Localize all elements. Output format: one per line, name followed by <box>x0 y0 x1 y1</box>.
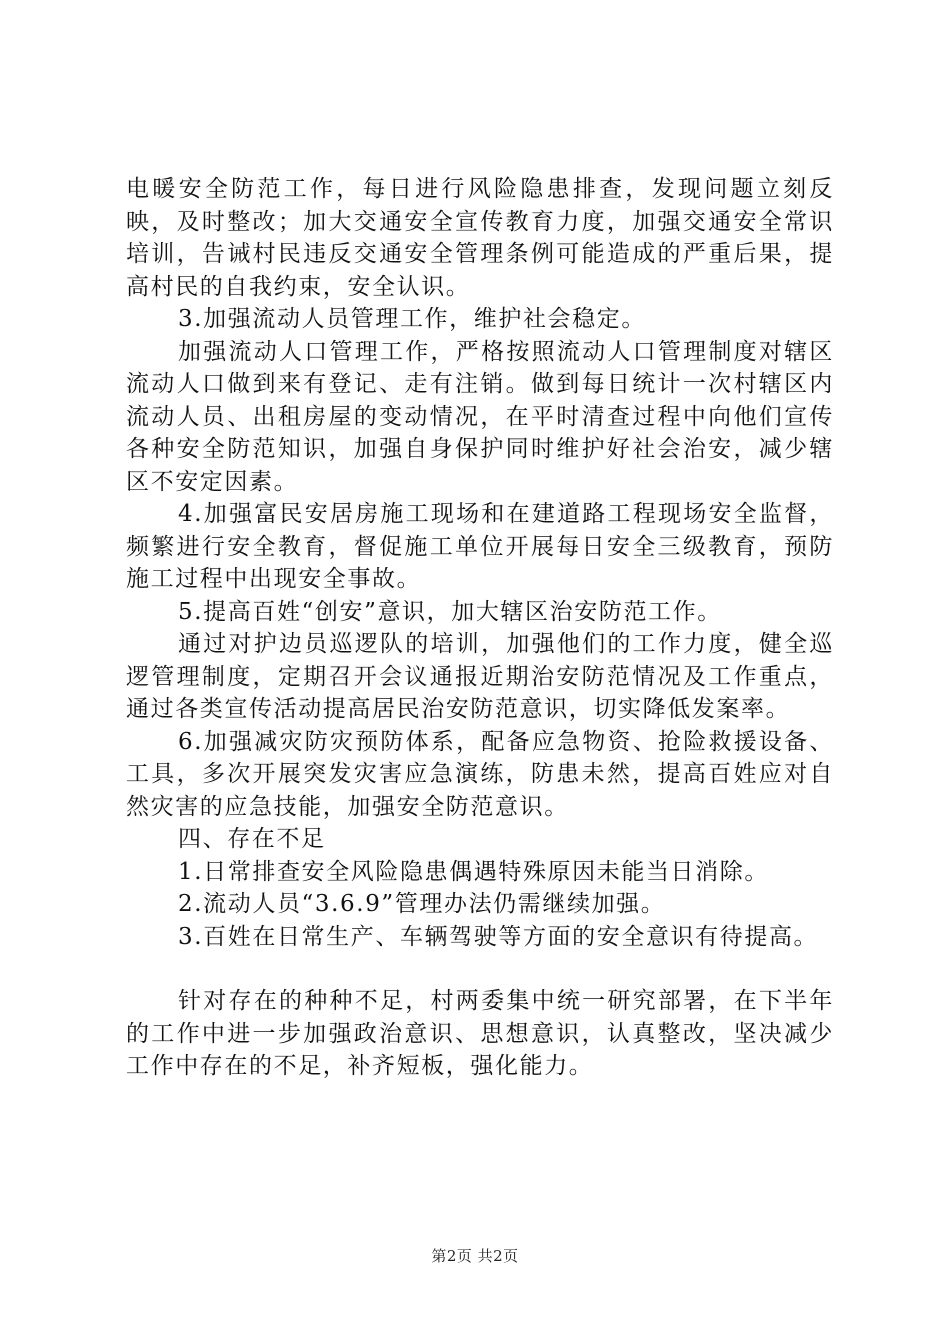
paragraph-patrol-training: 通过对护边员巡逻队的培训，加强他们的工作力度，健全巡逻管理制度，定期召开会议通报近期治安防范情况及工作重点，通过各类宣传活动提高居民治安防范意识，切实降低发案率。 <box>126 631 834 722</box>
section-item-6: 6.加强减灾防灾预防体系，配备应急物资、抢险救援设备、工具，多次开展突发灾害应急演练，防患未然，提高百姓应对自然灾害的应急技能，加强安全防范意识。 <box>126 728 834 820</box>
section-item-4: 4.加强富民安居房施工现场和在建道路工程现场安全监督，频繁进行安全教育，督促施工单位开展每日安全三级教育，预防施工过程中出现安全事故。 <box>126 501 834 592</box>
shortcoming-item-1: 1.日常排查安全风险隐患偶遇特殊原因未能当日消除。 <box>178 858 769 885</box>
document-body <box>126 173 834 1083</box>
paragraph-spacer <box>126 953 834 985</box>
section-heading-shortcomings: 四、存在不足 <box>178 826 326 852</box>
section-heading-3: 3.加强流动人员管理工作，维护社会稳定。 <box>178 306 646 332</box>
page-footer: 第2页 共2页 <box>431 1247 519 1265</box>
shortcoming-item-2: 2.流动人员“3.6.9”管理办法仍需继续加强。 <box>178 891 666 917</box>
paragraph-continuation: 电暖安全防范工作，每日进行风险隐患排查，发现问题立刻反映，及时整改；加大交通安全宣传教育力度，加强交通安全常识培训，告诫村民违反交通安全管理条例可能造成的严重后果，提高村民的自我约束，安全认识。 <box>126 176 834 300</box>
paragraph-floating-population: 加强流动人口管理工作，严格按照流动人口管理制度对辖区流动人口做到来有登记、走有注销。做到每日统计一次村辖区内流动人员、出租房屋的变动情况，在平时清查过程中向他们宣传各种安全防范知识，加强自身保护同时维护好社会治安，减少辖区不安定因素。 <box>126 338 834 495</box>
paragraph-conclusion: 针对存在的种种不足，村两委集中统一研究部署，在下半年的工作中进一步加强政治意识、思想意识，认真整改，坚决减少工作中存在的不足，补齐短板，强化能力。 <box>126 988 834 1079</box>
section-heading-5: 5.提高百姓“创安”意识，加大辖区治安防范工作。 <box>178 598 722 625</box>
shortcoming-item-3: 3.百姓在日常生产、车辆驾驶等方面的安全意识有待提高。 <box>178 923 819 950</box>
